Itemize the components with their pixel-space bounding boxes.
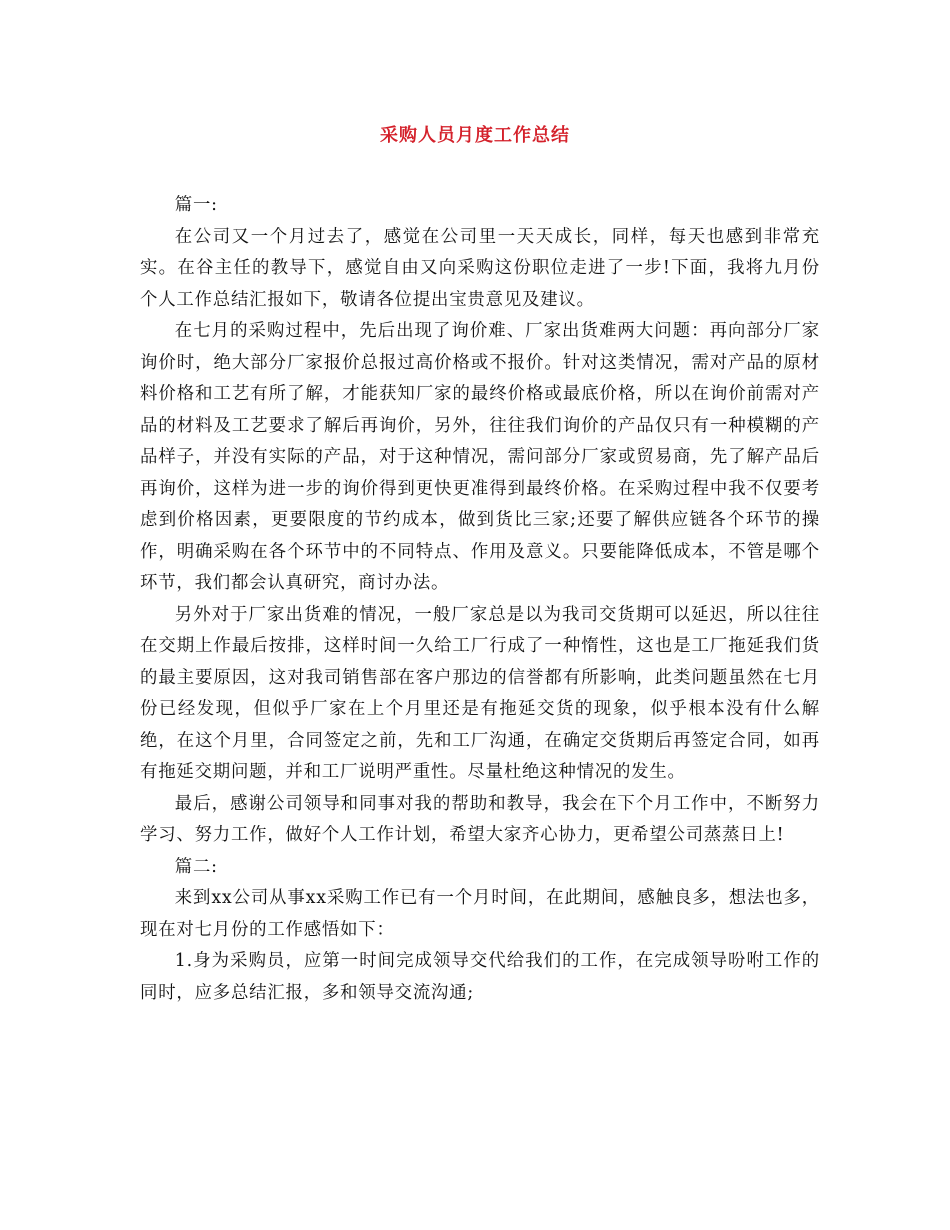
paragraph: 1.身为采购员，应第一时间完成领导交代给我们的工作，在完成领导吩咐工作的同时，应多总结汇报，多和领导交流沟通; <box>140 951 820 1003</box>
section-heading-1: 篇一: <box>174 195 218 215</box>
paragraph: 最后，感谢公司领导和同事对我的帮助和教导，我会在下个月工作中，不断努力学习、努力工作，做好个人工作计划，希望大家齐心协力，更希望公司蒸蒸日上! <box>140 793 820 845</box>
document-body <box>140 190 820 1009</box>
section-heading-2: 篇二: <box>174 856 218 877</box>
paragraph: 另外对于厂家出货难的情况，一般厂家总是以为我司交货期可以延迟，所以往往在交期上作最后按排，这样时间一久给工厂行成了一种惰性，这也是工厂拖延我们货的最主要原因，这对我司销售部在客户那边的信誉都有所影响，此类问题虽然在七月份已经发现，但似乎厂家在上个月里还是有拖延交货的现象，似乎根本没有什么解绝，在这个月里，合同签定之前，先和工厂沟通，在确定交货期后再签定合同，如再有拖延交期问题，并和工厂说明严重性。尽量杜绝这种情况的发生。 <box>140 604 820 782</box>
document-title: 采购人员月度工作总结 <box>380 125 570 146</box>
paragraph: 在七月的采购过程中，先后出现了询价难、厂家出货难两大问题：再向部分厂家询价时，绝大部分厂家报价总报过高价格或不报价。针对这类情况，需对产品的原材料价格和工艺有所了解，才能获知厂家的最终价格或最底价格，所以在询价前需对产品的材料及工艺要求了解后再询价，另外，往往我们询价的产品仅只有一种模糊的产品样子，并没有实际的产品，对于这种情况，需问部分厂家或贸易商，先了解产品后再询价，这样为进一步的询价得到更快更准得到最终价格。在采购过程中我不仅要考虑到价格因素，更要限度的节约成本，做到货比三家;还要了解供应链各个环节的操作，明确采购在各个环节中的不同特点、作用及意义。只要能降低成本，不管是哪个环节，我们都会认真研究，商讨办法。 <box>140 321 820 593</box>
paragraph: 在公司又一个月过去了，感觉在公司里一天天成长，同样，每天也感到非常充实。在谷主任的教导下，感觉自由又向采购这份职位走进了一步!下面，我将九月份个人工作总结汇报如下，敬请各位提出宝贵意见及建议。 <box>140 226 820 310</box>
paragraph: 来到xx公司从事xx采购工作已有一个月时间，在此期间，感触良多，想法也多，现在对七月份的工作感悟如下： <box>140 888 820 940</box>
